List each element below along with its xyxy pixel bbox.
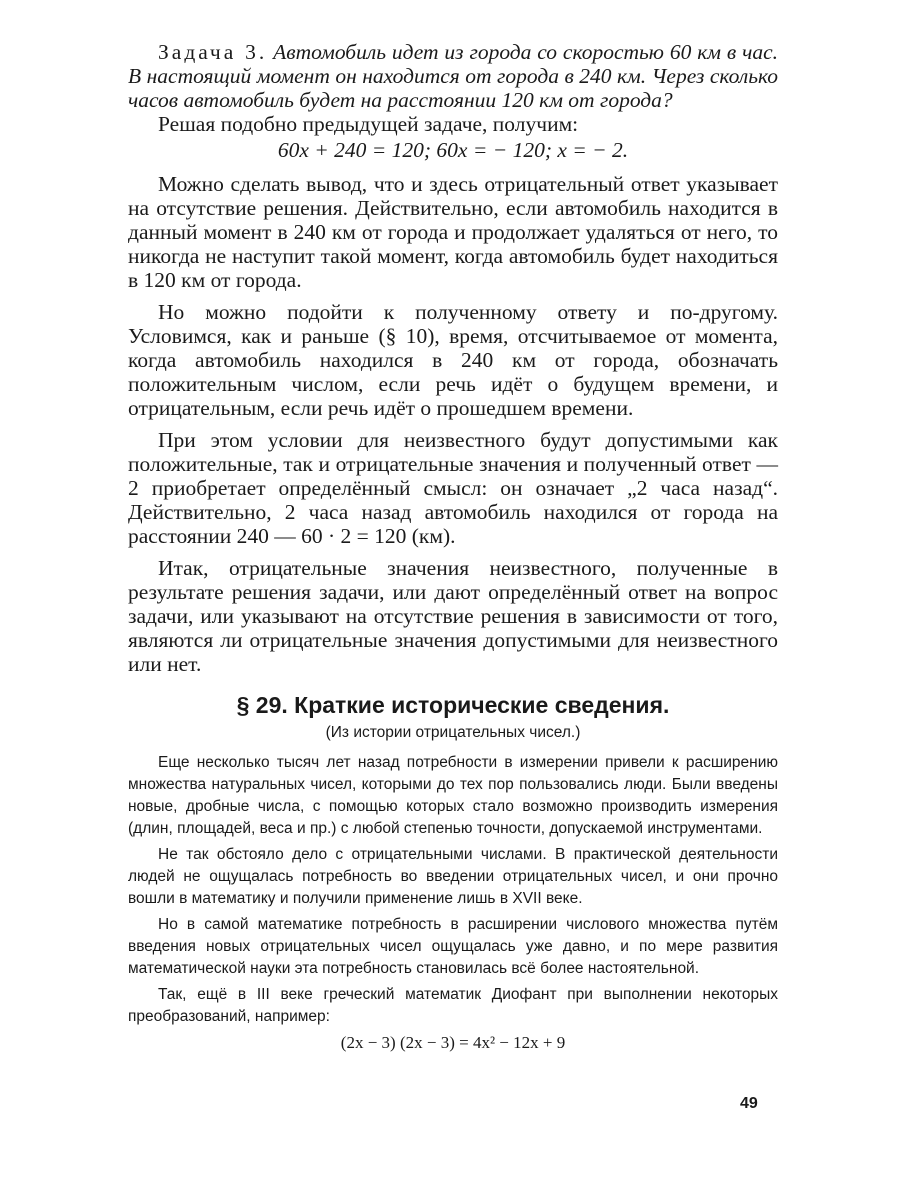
history-block xyxy=(128,752,778,1058)
paragraph: Еще несколько тысяч лет назад потребности в измерении привели к расширению множества натуральных чисел, которыми до тех пор пользовались люди. Были введены новые, дробные числа, с помощью которых стало возможно производить измерения (длин, площадей, веса и пр.) с любой степенью точности, допускаемой инструментами. xyxy=(128,754,778,837)
paragraph: При этом условии для неизвестного будут допустимыми как положительные, так и отрицательные значения и полученный ответ — 2 приобретает определённый смысл: он означает „2 часа назад“. Действительно, 2 часа назад автомобиль находился от города на расстоянии 240 — 60 · 2 = 120 (км). xyxy=(128,428,778,548)
paragraph: Но в самой математике потребность в расширении числового множества путём введения новых отрицательных чисел ощущалась уже давно, и по мере развития математической науки эта потребность становилась всё более настоятельной. xyxy=(128,916,778,977)
task-text: Автомобиль идет из города со скоростью 60 км в час. В настоящий момент он находится от города в 240 км. Через сколько часов автомобиль будет на расстоянии 120 км от города? xyxy=(128,40,778,112)
task-3-block xyxy=(128,40,778,676)
section-title: § 29. Краткие исторические сведения. xyxy=(236,692,670,718)
task-3-statement xyxy=(128,40,778,112)
section-subtitle: (Из истории отрицательных чисел.) xyxy=(325,724,581,741)
paragraph: Так, ещё в III веке греческий математик Диофант при выполнении некоторых преобразований, например: xyxy=(128,986,778,1025)
paragraph: Не так обстояло дело с отрицательными числами. В практической деятельности людей не ощущалась потребность во введении отрицательных чисел, и они прочно вошли в математику и получили применение лишь в XVII веке. xyxy=(128,846,778,907)
page-number: 49 xyxy=(740,1095,758,1112)
task-label: Задача 3. xyxy=(158,40,268,64)
paragraph: Итак, отрицательные значения неизвестного, полученные в результате решения задачи, или дают определённый ответ на вопрос задачи, или указывают на отсутствие решения в зависимости от того, являются ли отрицательные значения допустимыми для неизвестного или нет. xyxy=(128,556,778,676)
section-equation: (2x − 3) (2x − 3) = 4x² − 12x + 9 xyxy=(340,1033,566,1052)
solving-intro: Решая подобно предыдущей задаче, получим: xyxy=(158,112,579,136)
paragraph: Можно сделать вывод, что и здесь отрицательный ответ указывает на отсутствие решения. Действительно, если автомобиль находится в данный момент в 240 км от города и продолжает удаляться от него, то никогда не наступит такой момент, когда автомобиль будет находиться в 120 км от города. xyxy=(128,172,778,292)
paragraph: Но можно подойти к полученному ответу и по-другому. Условимся, как и раньше (§ 10), время, отсчитываемое от момента, когда автомобиль находился в 240 км от города, обозначать положительным числом, если речь идёт о будущем времени, и отрицательным, если речь идёт о прошедшем времени. xyxy=(128,300,778,420)
task-equation: 60x + 240 = 120; 60x = − 120; x = − 2. xyxy=(277,138,629,162)
